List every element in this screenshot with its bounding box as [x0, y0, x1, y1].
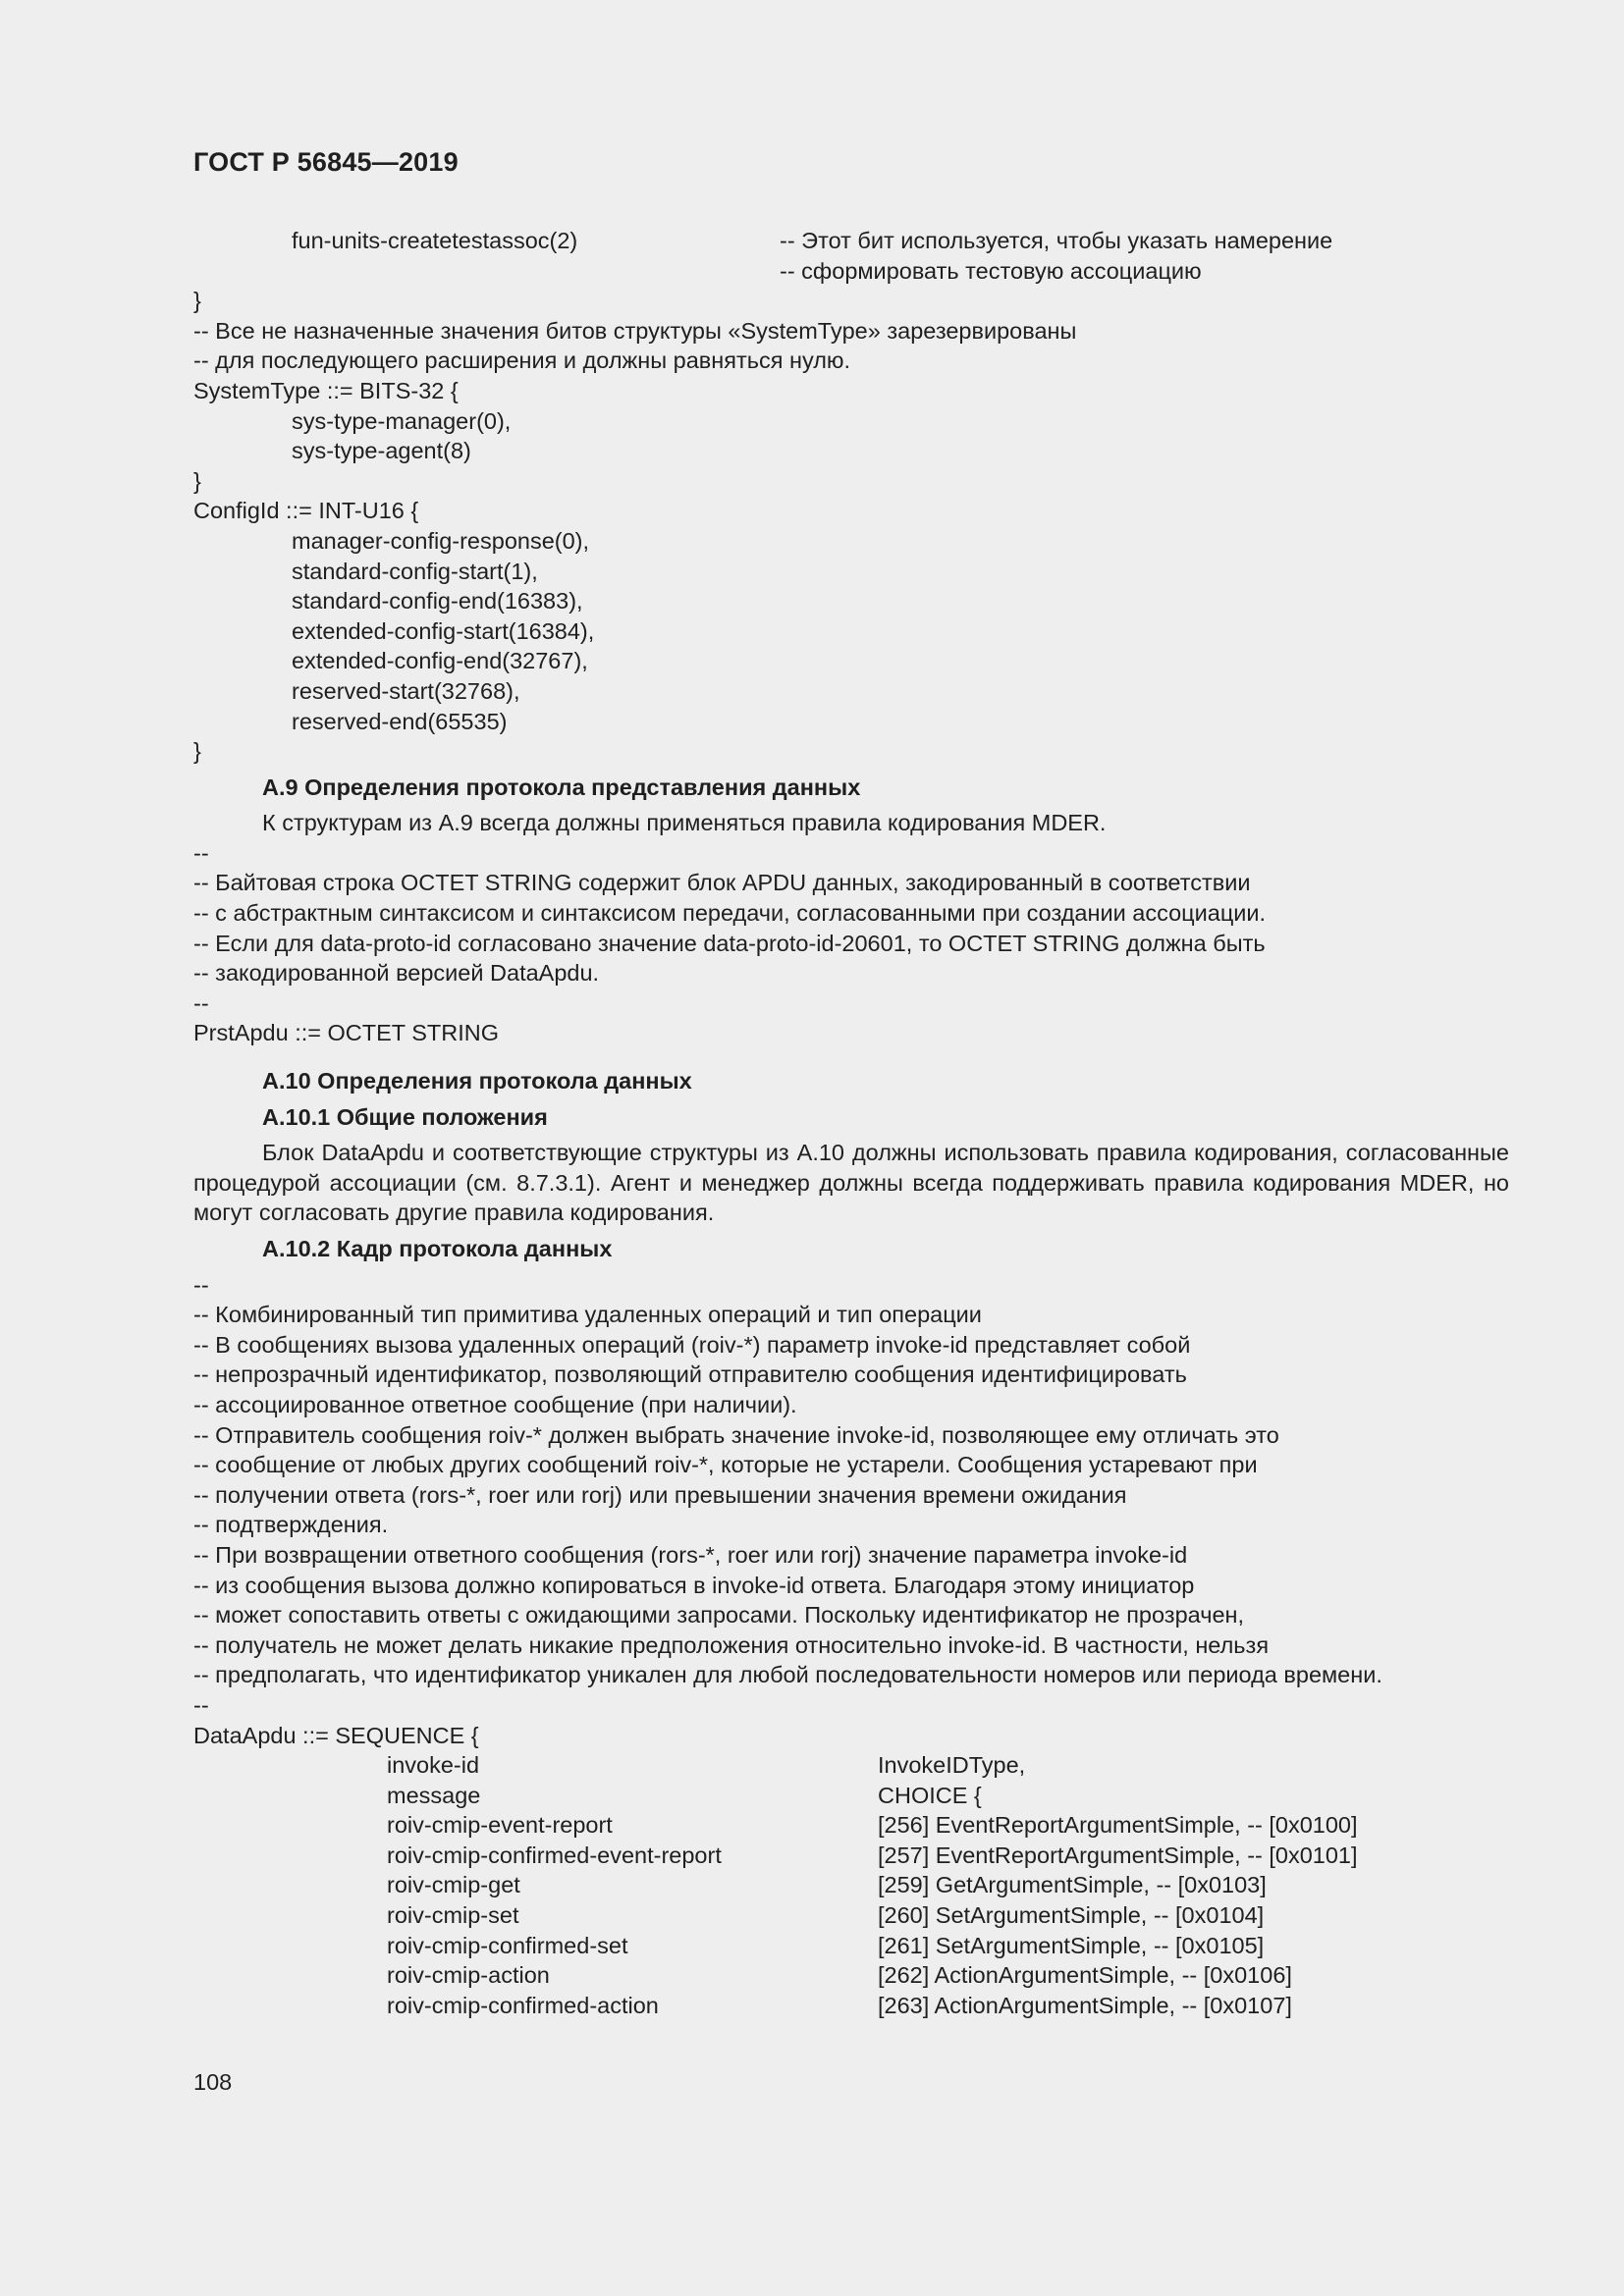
- code-comment: -- Байтовая строка OCTET STRING содержит блок APDU данных, закодированный в соответствии: [193, 870, 1251, 896]
- code-comment: -- непрозрачный идентификатор, позволяющий отправителю сообщения идентифицировать: [193, 1362, 1187, 1388]
- code-comment: -- с абстрактным синтаксисом и синтаксисом передачи, согласованными при создании ассоциации.: [193, 900, 1267, 927]
- configid-item: manager-config-response(0),: [292, 527, 590, 554]
- document-body: [193, 226, 1509, 2020]
- code-comment: -- предполагать, что идентификатор уникален для любой последовательности номеров или периода времени.: [193, 1662, 1382, 1688]
- code-comment: --: [193, 839, 209, 866]
- field-name: roiv-cmip-confirmed-action: [387, 1992, 659, 2018]
- code-comment: -- закодированной версией DataApdu.: [193, 960, 600, 987]
- dataapdu-row: [193, 1750, 1509, 1781]
- code-comment: -- Если для data-proto-id согласовано значение data-proto-id-20601, то OCTET STRING должна быть: [193, 930, 1266, 956]
- code-comment: -- получатель не может делать никакие предположения относительно invoke-id. В частности, нельзя: [193, 1631, 1270, 1658]
- configid-item: extended-config-end(32767),: [292, 648, 588, 674]
- field-type: [259] GetArgumentSimple, -- [0x0103]: [878, 1872, 1267, 1898]
- section-heading-a9: А.9 Определения протокола представления данных: [262, 774, 861, 800]
- subsection-heading-a10-2: А.10.2 Кадр протокола данных: [262, 1236, 613, 1261]
- configid-item: standard-config-start(1),: [292, 558, 538, 584]
- code-comment: -- подтверждения.: [193, 1512, 389, 1538]
- document-header: ГОСТ Р 56845—2019: [193, 147, 459, 177]
- code-line: }: [193, 288, 201, 314]
- dataapdu-declaration: DataApdu ::= SEQUENCE {: [193, 1722, 479, 1748]
- dataapdu-row: [193, 1900, 1509, 1931]
- field-type: InvokeIDType,: [878, 1752, 1026, 1779]
- dataapdu-row: [193, 1960, 1509, 1991]
- systemtype-item: sys-type-manager(0),: [292, 407, 512, 434]
- code-comment: -- Отправитель сообщения roiv-* должен выбрать значение invoke-id, позволяющее ему отличать это: [193, 1421, 1279, 1448]
- code-comment: -- для последующего расширения и должны равняться нулю.: [193, 347, 851, 374]
- field-type: [261] SetArgumentSimple, -- [0x0105]: [878, 1932, 1265, 1958]
- configid-item: extended-config-start(16384),: [292, 617, 595, 644]
- field-type: [256] EventReportArgumentSimple, -- [0x0100]: [878, 1812, 1358, 1839]
- configid-item: reserved-start(32768),: [292, 677, 520, 704]
- systemtype-declaration: SystemType ::= BITS-32 {: [193, 377, 459, 403]
- field-type: [262] ActionArgumentSimple, -- [0x0106]: [878, 1962, 1292, 1989]
- field-name: roiv-cmip-get: [387, 1872, 520, 1898]
- configid-declaration: ConfigId ::= INT-U16 {: [193, 498, 419, 524]
- bitfield-comment: -- сформировать тестовую ассоциацию: [780, 257, 1202, 284]
- code-comment: -- получении ответа (rors-*, roer или rorj) или превышении значения времени ожидания: [193, 1481, 1127, 1508]
- bitfield-item: fun-units-createtestassoc(2): [292, 228, 578, 253]
- code-comment: -- ассоциированное ответное сообщение (при наличии).: [193, 1391, 797, 1417]
- bitfield-comment-line: [193, 256, 1509, 287]
- configid-item: standard-config-end(16383),: [292, 588, 583, 614]
- field-name: invoke-id: [387, 1752, 480, 1779]
- field-type: [257] EventReportArgumentSimple, -- [0x0101]: [878, 1842, 1358, 1868]
- dataapdu-row: [193, 1781, 1509, 1811]
- code-comment: -- сообщение от любых других сообщений roiv-*, которые не устарели. Сообщения устаревают при: [193, 1452, 1258, 1478]
- page-number: 108: [193, 2069, 233, 2095]
- field-type: [260] SetArgumentSimple, -- [0x0104]: [878, 1902, 1265, 1929]
- code-comment: --: [193, 1271, 209, 1298]
- subsection-heading-a10-1: А.10.1 Общие положения: [262, 1103, 548, 1130]
- dataapdu-row: [193, 1931, 1509, 1961]
- code-line: }: [193, 467, 201, 494]
- code-comment: -- При возвращении ответного сообщения (rors-*, roer или rorj) значение параметра invoke-id: [193, 1541, 1188, 1568]
- field-name: roiv-cmip-event-report: [387, 1812, 613, 1839]
- paragraph: Блок DataApdu и соответствующие структуры из А.10 должны использовать правила кодирования, согласованные процедурой ассоциации (см. 8.7.3.1). Агент и менеджер должны всегда поддерживать правила кодирования MDER, но могут согласовать другие правила кодирования.: [193, 1140, 1509, 1226]
- systemtype-item: sys-type-agent(8): [292, 438, 471, 464]
- bitfield-item-line: [193, 226, 1509, 256]
- field-name: roiv-cmip-set: [387, 1902, 519, 1929]
- field-type: CHOICE {: [878, 1782, 982, 1808]
- configid-item: reserved-end(65535): [292, 708, 508, 734]
- field-name: roiv-cmip-action: [387, 1962, 550, 1989]
- code-comment: -- может сопоставить ответы с ожидающими запросами. Поскольку идентификатор не прозрачен,: [193, 1602, 1245, 1629]
- code-comment: --: [193, 989, 209, 1016]
- bitfield-comment: -- Этот бит используется, чтобы указать намерение: [780, 228, 1333, 253]
- dataapdu-row: [193, 1841, 1509, 1871]
- field-name: roiv-cmip-confirmed-event-report: [387, 1842, 722, 1868]
- dataapdu-row: [193, 1810, 1509, 1841]
- dataapdu-row: [193, 1991, 1509, 2021]
- field-name: roiv-cmip-confirmed-set: [387, 1932, 628, 1958]
- code-line: }: [193, 738, 201, 765]
- field-name: message: [387, 1782, 481, 1808]
- section-heading-a10: А.10 Определения протокола данных: [262, 1068, 692, 1095]
- code-comment: -- Все не назначенные значения битов структуры «SystemType» зарезервированы: [193, 317, 1077, 344]
- code-comment: -- из сообщения вызова должно копироваться в invoke-id ответа. Благодаря этому инициатор: [193, 1572, 1195, 1598]
- prstapdu-declaration: PrstApdu ::= OCTET STRING: [193, 1020, 500, 1046]
- paragraph: К структурам из А.9 всегда должны применяться правила кодирования MDER.: [262, 810, 1107, 836]
- code-comment: -- В сообщениях вызова удаленных операций (roiv-*) параметр invoke-id представляет собой: [193, 1331, 1191, 1358]
- dataapdu-row: [193, 1870, 1509, 1900]
- code-comment: --: [193, 1691, 209, 1718]
- code-comment: -- Комбинированный тип примитива удаленных операций и тип операции: [193, 1302, 982, 1328]
- field-type: [263] ActionArgumentSimple, -- [0x0107]: [878, 1992, 1292, 2018]
